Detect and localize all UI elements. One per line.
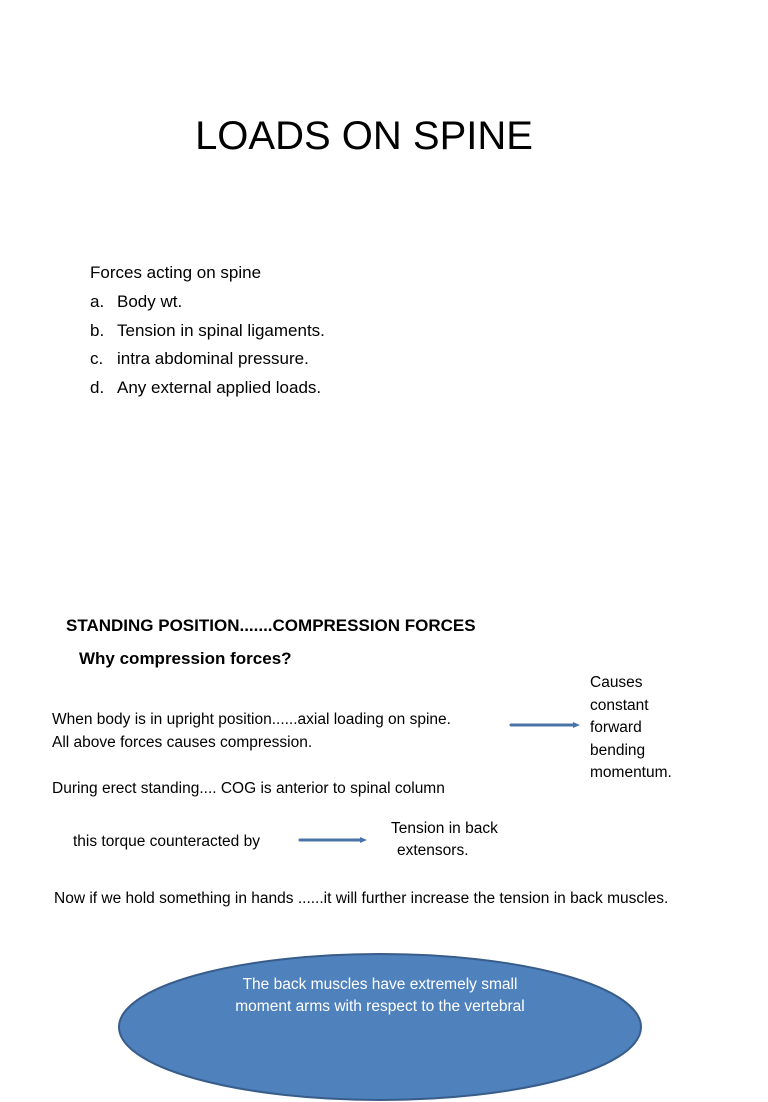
forces-list xyxy=(90,291,325,405)
slide-title: LOADS ON SPINE xyxy=(195,114,533,158)
list-text: intra abdominal pressure. xyxy=(117,349,309,369)
hold-text: Now if we hold something in hands ......it will further increase the tension in back muscles. xyxy=(54,890,669,907)
list-item xyxy=(90,320,325,349)
list-text: Body wt. xyxy=(117,292,183,311)
right-arrow-icon xyxy=(510,719,582,731)
list-item xyxy=(90,348,325,377)
note-line: constant xyxy=(590,696,649,714)
note-line: extensors. xyxy=(397,842,469,859)
forward-bending-note xyxy=(590,672,672,785)
right-arrow-icon xyxy=(299,834,371,846)
note-line: bending xyxy=(590,741,646,759)
cog-text: During erect standing.... COG is anterior to spinal column xyxy=(52,780,445,797)
section-title: STANDING POSITION.......COMPRESSION FORCES xyxy=(66,616,476,635)
compression-text: All above forces causes compression. xyxy=(52,734,313,751)
torque-text: this torque counteracted by xyxy=(73,833,260,850)
list-text: Any external applied loads. xyxy=(117,377,322,397)
note-line: momentum. xyxy=(590,764,672,781)
note-line: Tension in back xyxy=(391,820,498,837)
tension-note xyxy=(391,818,498,862)
callout-text xyxy=(117,974,643,1018)
list-item xyxy=(90,291,325,320)
list-marker: c. xyxy=(90,349,104,369)
callout-line: moment arms with respect to the vertebral xyxy=(235,998,525,1015)
list-marker: a. xyxy=(90,292,105,311)
section-question: Why compression forces? xyxy=(79,649,292,668)
callout-ellipse xyxy=(117,952,643,1102)
list-marker: d. xyxy=(90,377,105,397)
list-item xyxy=(90,377,325,406)
list-text: Tension in spinal ligaments. xyxy=(117,320,325,340)
callout-line: The back muscles have extremely small xyxy=(242,976,518,993)
note-line: forward xyxy=(590,719,642,736)
upright-text: When body is in upright position......axial loading on spine. xyxy=(52,711,451,728)
forces-heading: Forces acting on spine xyxy=(90,263,262,282)
list-marker: b. xyxy=(90,320,105,340)
note-line: Causes xyxy=(590,674,643,691)
